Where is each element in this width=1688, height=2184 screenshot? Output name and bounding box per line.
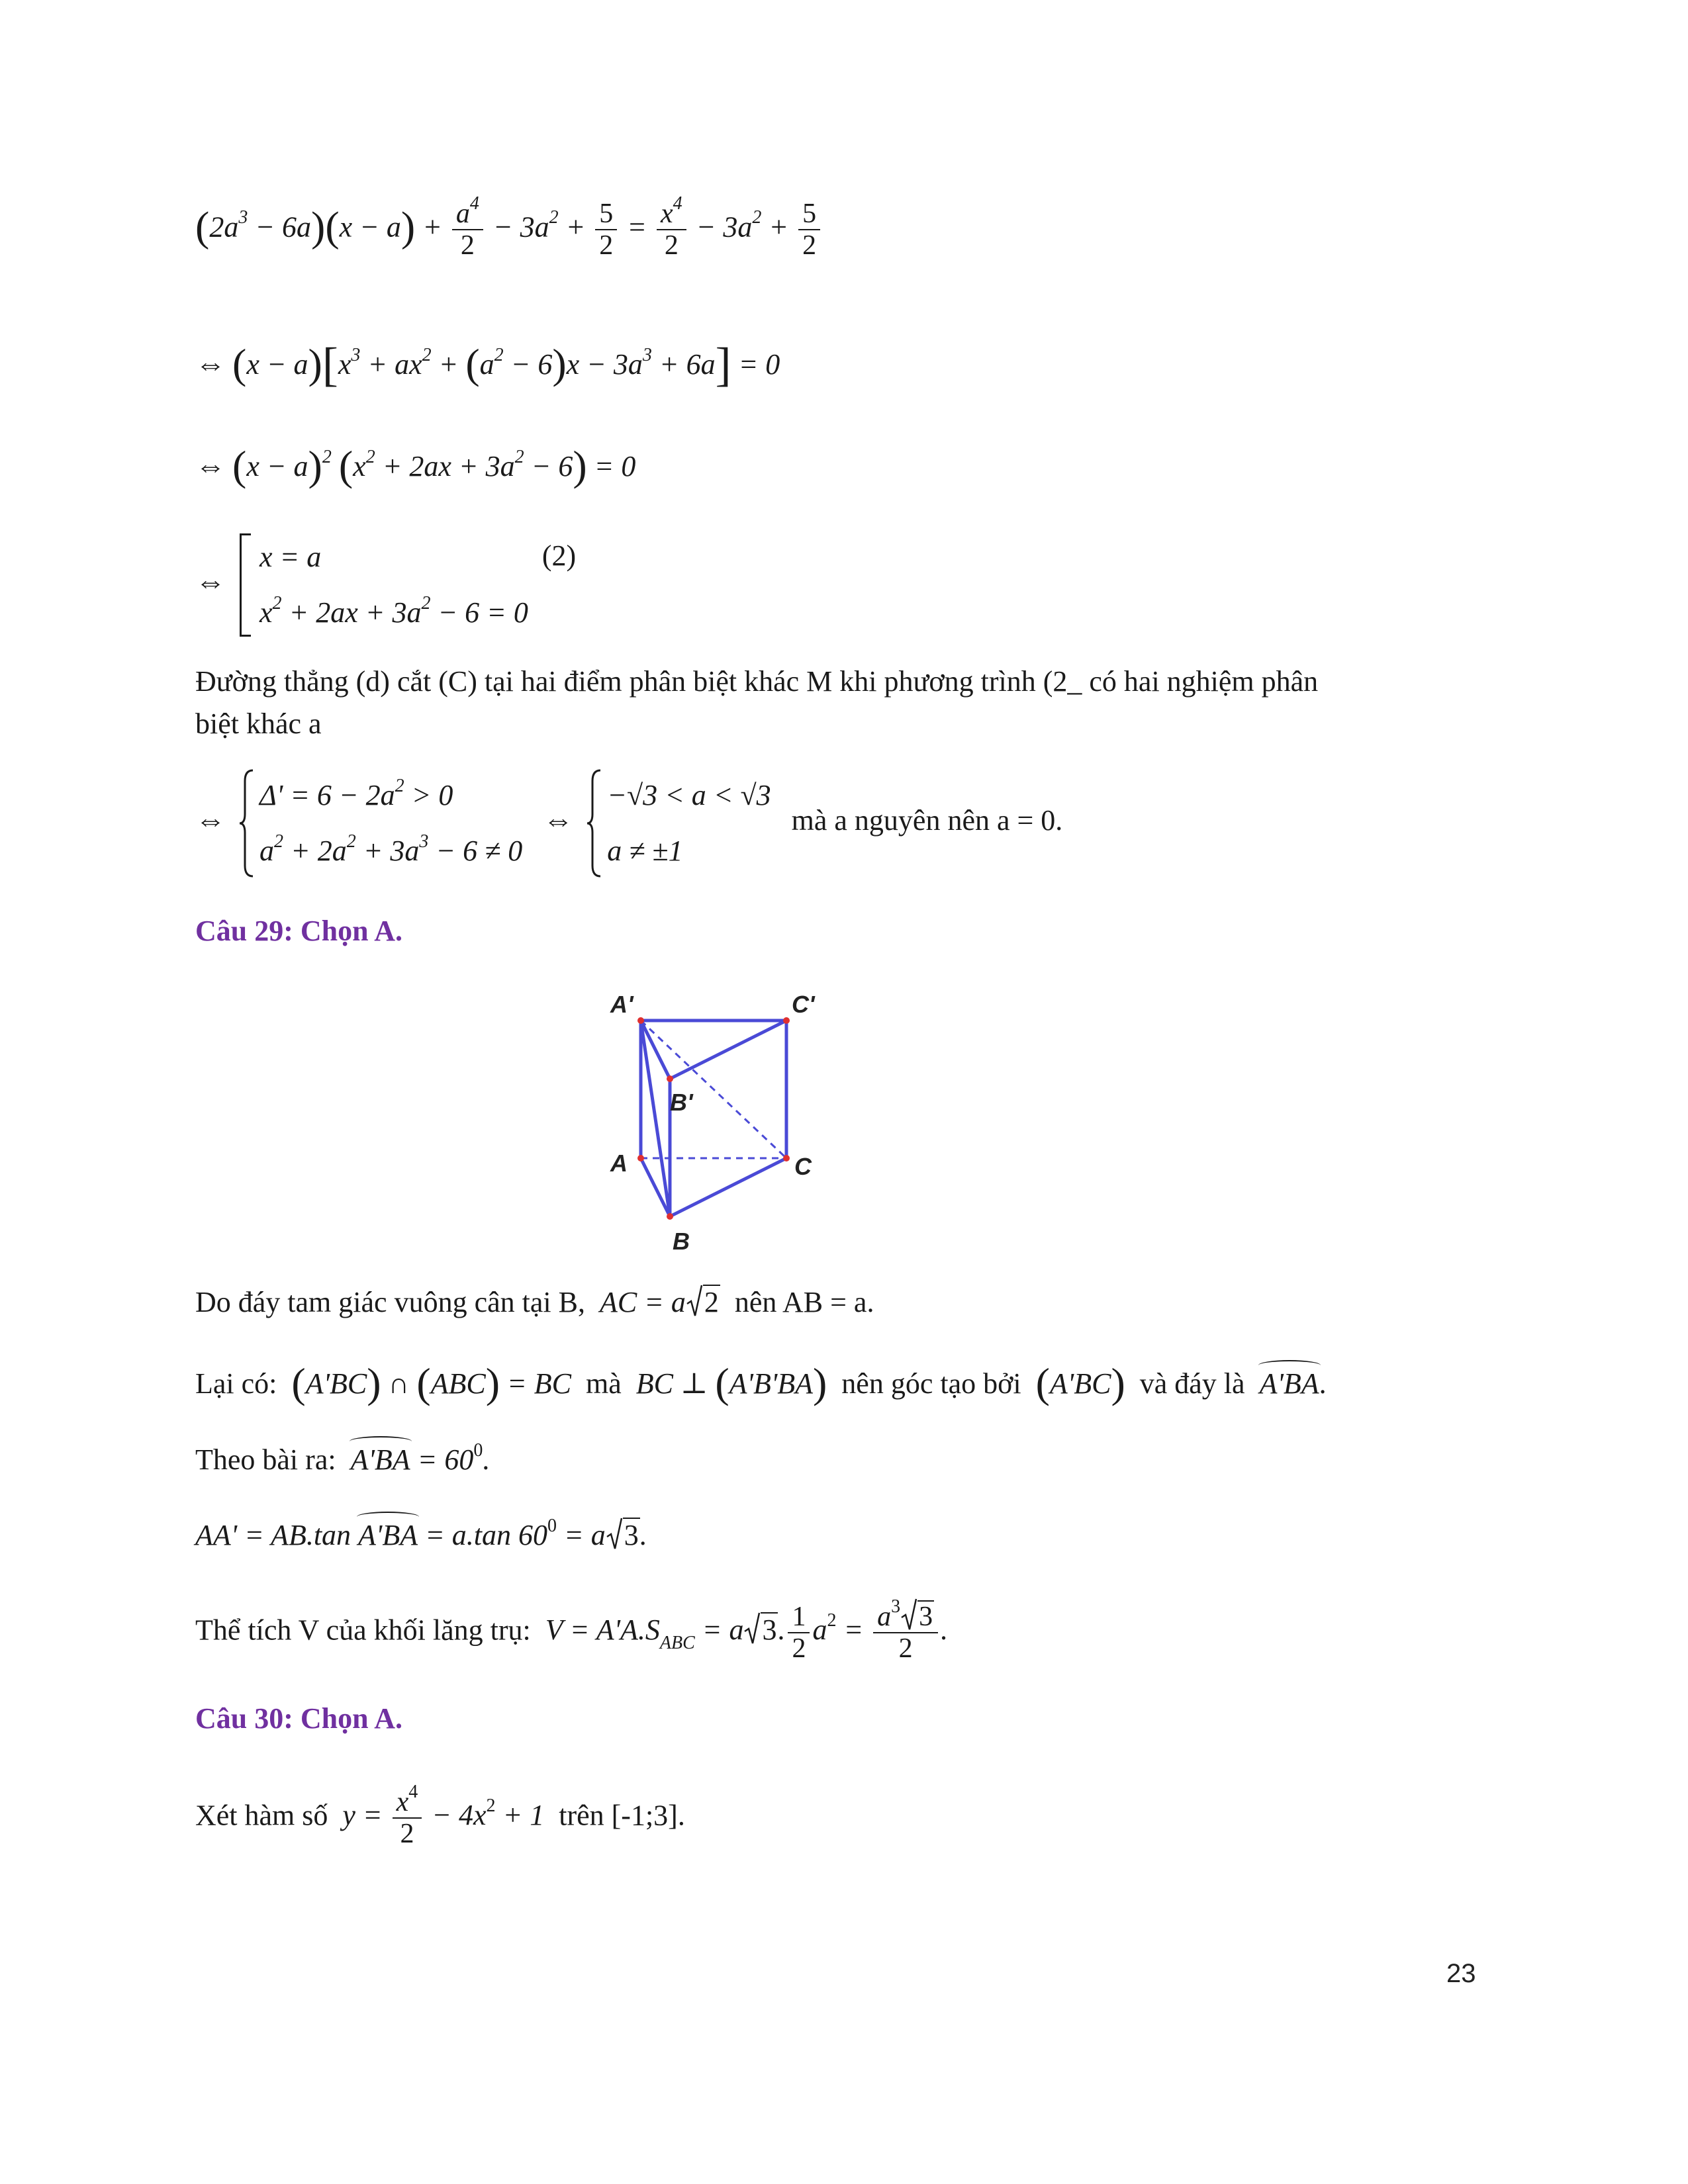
equation-5: ⇔ $\Delta' = 6 - 2a^2 > 0$ $a^2 + 2a^2 + 3a^3 - 6 \ne 0$ ⇔ −√3 < a < √3 a ≠ ±1 mà a nguyên nên a = 0.	[195, 768, 1062, 879]
edge-A1-C-hidden	[641, 1021, 786, 1158]
equation-4: ⇔ x = a $x^2 + 2ax + 3a^2 - 6 = 0$ (2)	[195, 529, 576, 641]
equation-3: ⇔ $(x - a)^2$ $(x^2 + 2ax + 3a^2 - 6) = 0$	[195, 442, 636, 489]
equation-1: $(2a^3 - 6a)(x - a)$ + $\frac{a^4}{2}$ − $3a^2$ + $\frac{5}{2}$ = $\frac{x^4}{2}$ − $3a^2$ + $\frac{5}{2}$	[195, 199, 823, 261]
equation-2: ⇔ $(x - a)[x^3 + ax^2 + (a^2 - 6)x - 3a^3 + 6a] = 0$	[195, 338, 780, 391]
edge-B1-C1	[670, 1021, 786, 1079]
vertex-B	[667, 1213, 673, 1220]
vertex-C	[783, 1155, 790, 1161]
vertex-A1	[637, 1017, 644, 1024]
label-C1: C'	[792, 991, 815, 1018]
heading-question-30: Câu 30: Chọn A.	[195, 1702, 402, 1735]
paragraph-condition-line2: biệt khác a	[195, 707, 322, 740]
label-A1: A'	[610, 991, 633, 1018]
label-C: C	[794, 1153, 812, 1180]
label-B: B	[673, 1228, 690, 1255]
label-B1: B'	[670, 1089, 693, 1116]
vertex-B1	[667, 1075, 673, 1082]
line-function: Xét hàm số y = $\frac{x^4}{2}$ − $4x^2 + 1$ trên [-1;3].	[195, 1782, 685, 1850]
page-number: 23	[1446, 1959, 1476, 1988]
line-base-triangle: Do đáy tam giác vuông cân tại B, AC = a 2 nên AB = a.	[195, 1286, 874, 1318]
equation-tag: (2)	[541, 539, 577, 572]
line-volume: Thể tích V của khối lăng trụ: $V = A'A.S_{ABC} = a$ 3. $\frac{1}{2}$ $a^2$ = $a^3$ 3 2 .	[195, 1596, 949, 1664]
system-2: −√3 < a < √3 a ≠ ±1	[587, 768, 771, 879]
conclusion-text: mà a nguyên nên a = 0.	[791, 804, 1063, 837]
prism-figure	[596, 973, 834, 1257]
label-A: A	[610, 1150, 628, 1177]
vertex-C1	[783, 1017, 790, 1024]
line-given-angle: Theo bài ra: $A'BA = 60^0$.	[195, 1440, 491, 1476]
line-intersection: Lại có: (A'BC) ∩ (ABC) = BC mà BC ⊥ (A'B'BA) nên góc tạo bởi (A'BC) và đáy là A'BA.	[195, 1359, 1327, 1406]
line-height-AA1: AA' = AB.tan A'BA = a.tan $60^0 = a$ 3.	[195, 1516, 647, 1551]
heading-question-29: Câu 29: Chọn A.	[195, 915, 402, 947]
system-1: $\Delta' = 6 - 2a^2 > 0$ $a^2 + 2a^2 + 3a^3 - 6 \ne 0$	[240, 768, 522, 879]
paragraph-condition-line1: Đường thẳng (d) cắt (C) tại hai điểm phân biệt khác M khi phương trình (2_ có hai nghiệm phân	[195, 665, 1319, 698]
edge-B-C	[670, 1158, 786, 1216]
vertex-A	[637, 1155, 644, 1161]
